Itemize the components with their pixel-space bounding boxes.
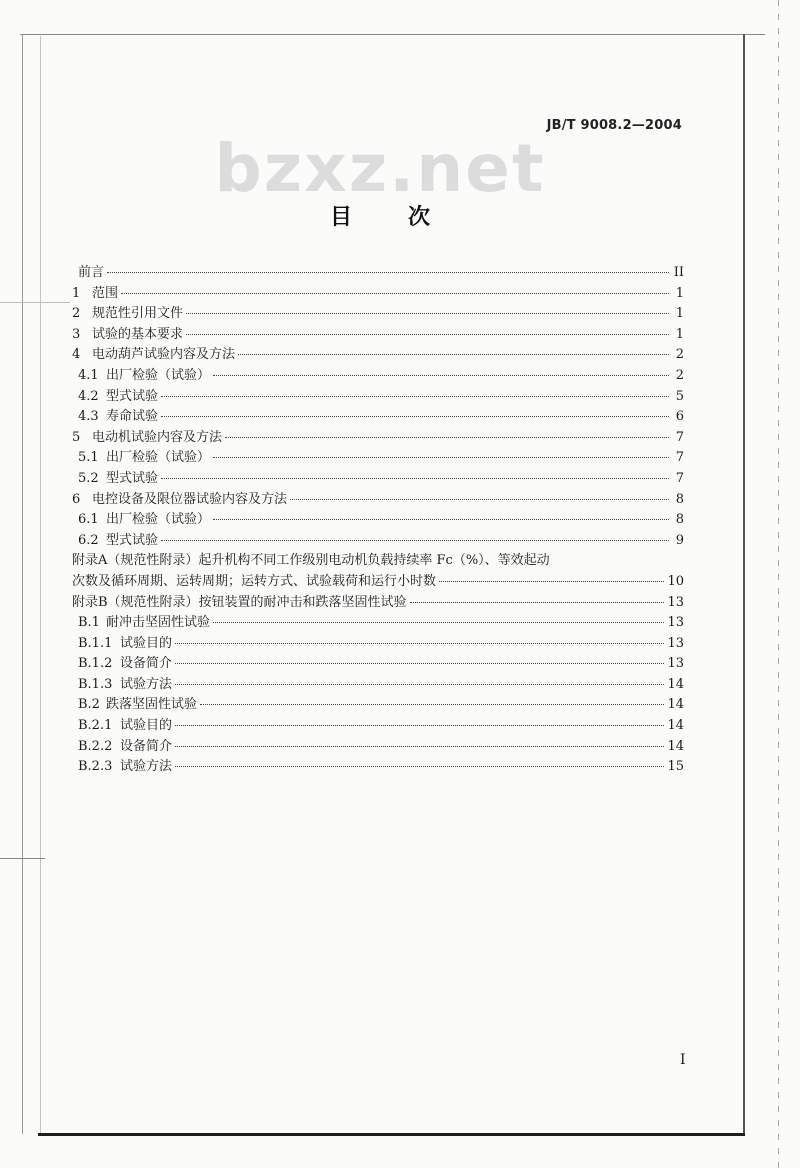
toc-entry[interactable] bbox=[72, 262, 684, 283]
toc-entry[interactable] bbox=[72, 674, 684, 695]
toc-entry-leader-dots bbox=[175, 724, 664, 726]
toc-entry-leader-dots bbox=[213, 518, 669, 520]
page-number: I bbox=[680, 1052, 686, 1068]
toc-entry-leader-dots bbox=[200, 703, 664, 705]
toc-entry-page: 6 bbox=[675, 409, 684, 425]
toc-entry-label: 设备简介 bbox=[120, 738, 173, 754]
toc-entry-page: 13 bbox=[667, 635, 684, 651]
toc-entry-label: 电控设备及限位器试验内容及方法 bbox=[92, 491, 288, 507]
toc-entry-label: 型式试验 bbox=[106, 470, 159, 486]
toc-entry-page: 7 bbox=[675, 450, 684, 466]
toc-entry-label: 范围 bbox=[92, 285, 119, 301]
toc-entry-label: 出厂检验（试验） bbox=[106, 450, 211, 466]
toc-title-char-2: 次 bbox=[407, 204, 430, 230]
toc-entry-number: 4.1 bbox=[78, 367, 99, 383]
toc-entry-leader-dots bbox=[410, 601, 665, 603]
toc-entry-number: 6.1 bbox=[78, 512, 99, 528]
toc-entry-page: 8 bbox=[675, 512, 684, 528]
scan-edge-dashes bbox=[778, 0, 779, 1168]
toc-entry-leader-dots bbox=[290, 498, 669, 500]
toc-entry-page: 14 bbox=[667, 738, 684, 754]
toc-entry[interactable] bbox=[72, 612, 684, 633]
toc-entry-leader-dots bbox=[175, 642, 664, 644]
toc-entry-number: 4.2 bbox=[78, 388, 99, 404]
toc-entry-number: 2 bbox=[72, 306, 81, 322]
toc-entry-label: 型式试验 bbox=[106, 388, 159, 404]
toc-entry-number: 6.2 bbox=[78, 532, 99, 548]
toc-entry-page: 13 bbox=[667, 594, 684, 610]
toc-entry[interactable] bbox=[72, 406, 684, 427]
toc-entry-leader-dots bbox=[175, 745, 664, 747]
toc-entry-number: 5.1 bbox=[78, 450, 99, 466]
toc-entry-leader-dots bbox=[213, 456, 669, 458]
watermark: bzxz.net bbox=[214, 130, 546, 207]
toc-entry-leader-dots bbox=[175, 662, 664, 664]
toc-entry-leader-dots bbox=[213, 374, 669, 376]
toc-entry-number: 4 bbox=[72, 347, 81, 363]
toc-entry-label: 试验方法 bbox=[120, 759, 173, 775]
scan-border-top bbox=[20, 34, 765, 35]
toc-entry-page: 15 bbox=[667, 759, 684, 775]
toc-entry-page: 10 bbox=[667, 573, 684, 589]
toc-entry[interactable] bbox=[72, 736, 684, 757]
toc-entry[interactable] bbox=[72, 344, 684, 365]
toc-entry-number: 4.3 bbox=[78, 409, 99, 425]
toc-entry-label: 电动葫芦试验内容及方法 bbox=[92, 347, 236, 363]
scan-border-bottom bbox=[38, 1133, 745, 1136]
toc-entry[interactable] bbox=[72, 365, 684, 386]
toc-entry-page: 1 bbox=[675, 326, 684, 342]
toc-entry-page: 7 bbox=[675, 429, 684, 445]
toc-entry-page: 2 bbox=[675, 347, 684, 363]
scan-border-left bbox=[22, 34, 23, 1134]
toc-entry[interactable] bbox=[72, 489, 684, 510]
toc-entry-leader-dots bbox=[213, 621, 664, 623]
toc-entry-page: 5 bbox=[675, 388, 684, 404]
toc-entry-page: 2 bbox=[675, 367, 684, 383]
toc-entry[interactable] bbox=[72, 653, 684, 674]
toc-entry[interactable] bbox=[72, 303, 684, 324]
toc-entry-page: 8 bbox=[675, 491, 684, 507]
toc-entry-label: 试验方法 bbox=[120, 676, 173, 692]
toc-entry-number: 3 bbox=[72, 326, 81, 342]
toc-entry-page: 14 bbox=[667, 676, 684, 692]
toc-title bbox=[330, 200, 430, 231]
toc-entry-number: B.2.2 bbox=[78, 738, 113, 754]
toc-entry-page: 1 bbox=[675, 285, 684, 301]
toc-entry-leader-dots bbox=[238, 353, 669, 355]
toc-entry[interactable] bbox=[72, 550, 684, 571]
toc-entry-label: 试验目的 bbox=[120, 718, 173, 734]
toc-entry[interactable] bbox=[72, 633, 684, 654]
toc-entry-label: 试验的基本要求 bbox=[92, 326, 184, 342]
toc-entry-leader-dots bbox=[175, 765, 664, 767]
toc-entry-label: 次数及循环周期、运转周期；运转方式、试验载荷和运行小时数 bbox=[72, 573, 437, 589]
toc-entry-number: 5 bbox=[72, 429, 81, 445]
toc-entry-number: B.1.2 bbox=[78, 656, 113, 672]
toc-entry[interactable] bbox=[72, 592, 684, 613]
toc-title-char-1: 目 bbox=[330, 204, 353, 230]
toc-entry-label: 附录A（规范性附录）起升机构不同工作级别电动机负载持续率 Fc（%）、等效起动 bbox=[72, 553, 550, 569]
toc-entry[interactable] bbox=[72, 427, 684, 448]
toc-entry-label: 寿命试验 bbox=[106, 409, 159, 425]
toc-entry-page: 9 bbox=[675, 532, 684, 548]
toc-entry-leader-dots bbox=[439, 580, 664, 582]
toc-entry-number: 1 bbox=[72, 285, 81, 301]
toc-entry-page: 7 bbox=[675, 470, 684, 486]
toc-entry-label: 出厂检验（试验） bbox=[106, 367, 211, 383]
toc-entry-leader-dots bbox=[186, 312, 669, 314]
toc-entry-label: 电动机试验内容及方法 bbox=[92, 429, 223, 445]
scan-left-tick bbox=[0, 858, 45, 859]
toc-entry-leader-dots bbox=[161, 477, 669, 479]
toc-entry-page: 13 bbox=[667, 656, 684, 672]
toc-entry-number: 5.2 bbox=[78, 470, 99, 486]
toc-entry-label: 规范性引用文件 bbox=[92, 306, 184, 322]
toc-entry-number: B.2.1 bbox=[78, 718, 113, 734]
toc-entry-label: 跌落坚固性试验 bbox=[106, 697, 198, 713]
toc-entry-leader-dots bbox=[161, 395, 669, 397]
toc-entry-number: B.1.3 bbox=[78, 676, 113, 692]
toc-entry-label: 前言 bbox=[78, 265, 105, 280]
toc-entry[interactable] bbox=[72, 694, 684, 715]
toc-entry[interactable] bbox=[72, 447, 684, 468]
toc-entry[interactable] bbox=[72, 530, 684, 551]
toc-entry[interactable] bbox=[72, 324, 684, 345]
toc-entry[interactable] bbox=[72, 571, 684, 592]
toc-entry-number: B.1.1 bbox=[78, 635, 113, 651]
toc-entry-number: B.2 bbox=[78, 697, 100, 713]
toc-entry-label: 型式试验 bbox=[106, 532, 159, 548]
toc-entry[interactable] bbox=[72, 715, 684, 736]
toc-entry-number: B.1 bbox=[78, 615, 100, 631]
toc-entry-label: 设备简介 bbox=[120, 656, 173, 672]
document-code: JB/T 9008.2—2004 bbox=[546, 118, 682, 133]
scan-border-right bbox=[743, 34, 745, 1136]
toc-entry-number: B.2.3 bbox=[78, 759, 113, 775]
toc-entry-page: 14 bbox=[667, 718, 684, 734]
toc-entry-leader-dots bbox=[107, 271, 669, 273]
toc-entry-page: II bbox=[673, 265, 684, 280]
toc-entry-leader-dots bbox=[161, 539, 669, 541]
toc-entry-label: 附录B（规范性附录）按钮装置的耐冲击和跌落坚固性试验 bbox=[72, 594, 407, 610]
toc-entry-page: 13 bbox=[667, 615, 684, 631]
toc-entry-leader-dots bbox=[175, 683, 664, 685]
toc-entry[interactable] bbox=[72, 386, 684, 407]
toc-entry-leader-dots bbox=[186, 333, 669, 335]
toc-entry[interactable] bbox=[72, 283, 684, 304]
toc-entry-label: 耐冲击坚固性试验 bbox=[106, 615, 211, 631]
toc-entry-page: 14 bbox=[667, 697, 684, 713]
toc-entry-leader-dots bbox=[161, 415, 669, 417]
toc-entry[interactable] bbox=[72, 756, 684, 777]
toc-entry-number: 6 bbox=[72, 491, 81, 507]
scan-left-tick-upper bbox=[0, 302, 70, 303]
toc-entry[interactable] bbox=[72, 509, 684, 530]
toc-entry-label: 出厂检验（试验） bbox=[106, 512, 211, 528]
toc-entry-leader-dots bbox=[121, 292, 669, 294]
scan-border-left-inner bbox=[40, 36, 41, 1136]
toc-entry-leader-dots bbox=[225, 436, 669, 438]
toc-entry-label: 试验目的 bbox=[120, 635, 173, 651]
table-of-contents bbox=[72, 262, 684, 777]
toc-entry[interactable] bbox=[72, 468, 684, 489]
toc-entry-page: 1 bbox=[675, 306, 684, 322]
